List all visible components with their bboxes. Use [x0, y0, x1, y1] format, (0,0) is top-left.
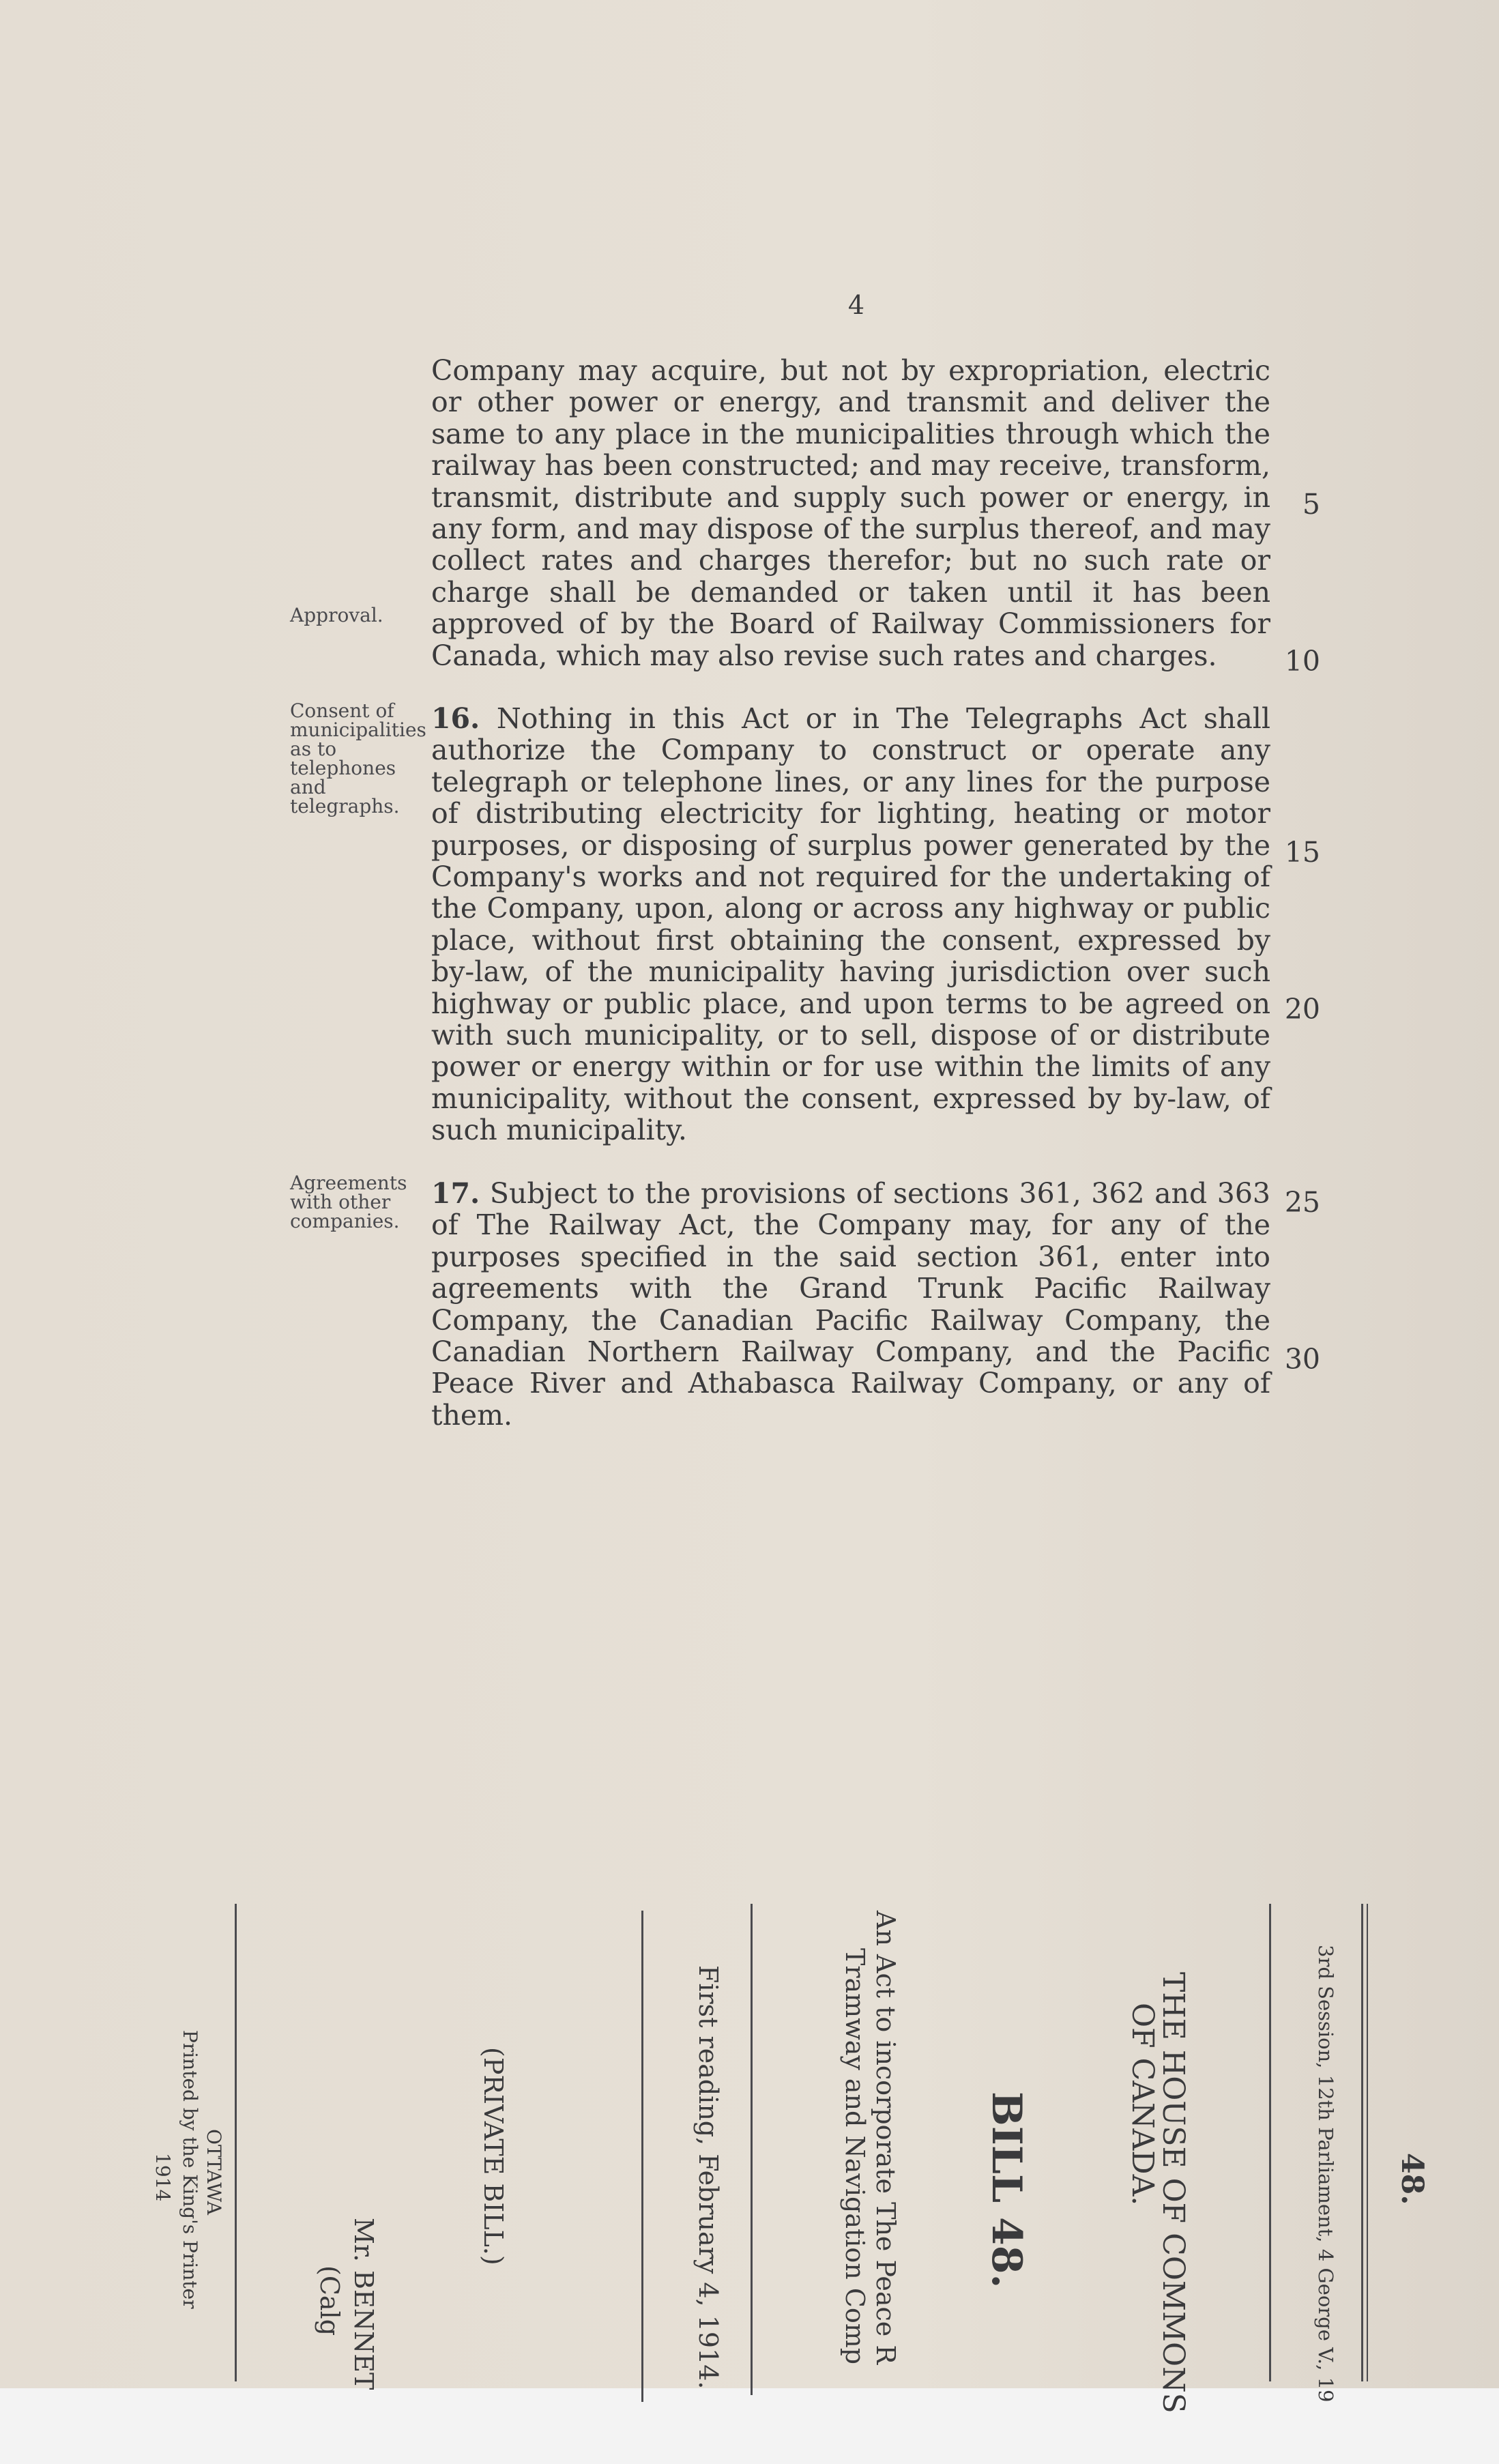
cover-rule	[641, 1911, 643, 2402]
cover-bill-number: 48.	[1395, 2153, 1429, 2205]
cover-private-bill: (PRIVATE BILL.)	[478, 2047, 508, 2265]
cover-house-line1: THE HOUSE OF COMMONS	[1156, 1972, 1191, 2414]
cover-sponsor-line1: Mr. BENNET	[349, 2218, 379, 2390]
section-17-number: 17.	[431, 1177, 480, 1210]
line-number-5: 5	[1302, 488, 1320, 521]
cover-act-line1: An Act to incorporate The Peace R	[871, 1911, 901, 2364]
cover-session: 3rd Session, 12th Parliament, 4 George V., 19	[1314, 1945, 1337, 2403]
line-number-10: 10	[1284, 645, 1320, 678]
margin-note-consent: Consent of municipalities as to telephones and telegraphs.	[290, 699, 426, 817]
cover-rule	[751, 1904, 753, 2395]
line-number-15: 15	[1284, 836, 1320, 869]
cover-house-line2: OF CANADA.	[1125, 2003, 1160, 2206]
cover-sponsor-line2: (Calg	[315, 2265, 345, 2336]
line-number-20: 20	[1284, 993, 1320, 1026]
cover-printer: Printed by the King's Printer	[179, 2030, 201, 2309]
cover-bill-title: BILL 48.	[983, 2091, 1030, 2289]
cover-city: OTTAWA	[203, 2129, 225, 2215]
cover-act-line2: Tramway and Navigation Comp	[840, 1948, 870, 2365]
cover-rule	[1361, 1904, 1363, 2381]
margin-note-approval: Approval.	[290, 604, 383, 626]
section-17-text: Subject to the provisions of sections 361, 362 and 363 of The Railway Act, the Company may, for any of the purposes specified in the said section 361, enter into agreements with the Grand Trunk Pacific Railway Company, the Canadian Pacific Railway Company, the Canadian Northern Railway Company, and the Pacific Peace River and Athabasca Railway Company, or any of them.	[431, 1177, 1270, 1432]
line-number-25: 25	[1284, 1186, 1320, 1219]
section-16-text: Nothing in this Act or in The Telegraphs Act shall authorize the Company to construct or operate any telegraph or telephone lines, or any lines for the purpose of distributing electricity for lighting, heating or motor purposes, or disposing of surplus power generated by the Company's works and not required for the undertaking of the Company, upon, along or across any highway or public place, without first obtaining the consent, expressed by by-law, of the municipality having jurisdiction over such highway or public place, and upon terms to be agreed on with such municipality, or to sell, dispose of or distribute power or energy within or for use within the limits of any municipality, without the consent, expressed by by-law, of such municipality.	[431, 702, 1270, 1147]
line-number-30: 30	[1284, 1343, 1320, 1376]
margin-note-agreements: Agreements with other companies.	[290, 1172, 407, 1232]
cover-rule	[1269, 1904, 1271, 2381]
cover-rule	[235, 1904, 237, 2381]
section-16	[431, 703, 1270, 1146]
scan-margin	[0, 2388, 1499, 2464]
section-16-number: 16.	[431, 702, 480, 735]
page-number: 4	[847, 290, 865, 320]
cover-rule	[1367, 1904, 1368, 2381]
paragraph-continuation: Company may acquire, but not by expropriation, electric or other power or energy, and transmit and deliver the same to any place in the municipalities through which the railway has been constructed; and may receive, transform, transmit, distribute and supply such power or energy, in any form, and may dispose of the surplus thereof, and may collect rates and charges therefor; but no such rate or charge shall be demanded or taken until it has been approved of by the Board of Railway Commissioners for Canada, which may also revise such rates and charges.	[431, 354, 1270, 672]
section-17	[431, 1178, 1270, 1431]
cover-first-reading: First reading, February 4, 1914.	[693, 1965, 723, 2390]
cover-year: 1914	[151, 2153, 174, 2202]
